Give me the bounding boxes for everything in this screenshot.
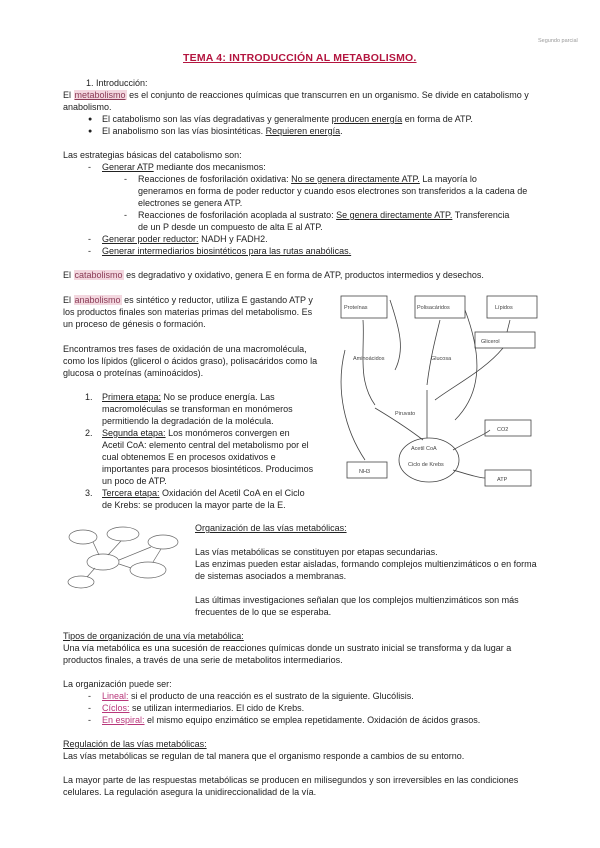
dlabel-glicerol: Glicerol [481,339,500,345]
etapa1-number: 1. [85,392,93,402]
org-heading: Organización de las vías metabólicas: [195,523,347,533]
etapa2-number: 2. [85,428,93,438]
metabolismo-term: metabolismo [74,90,126,100]
bullet-anabolismo: ● El anabolismo son las vías biosintéticas. Requieren energía. [102,126,343,138]
regulacion-p2-l1: La mayor parte de las respuestas metabólicas se producen en milisegundos y son irreversibles en las condiciones [63,775,519,785]
org-p2-l2: de sistemas asociados a membranas. [195,571,347,581]
intro-def-line1: El metabolismo es el conjunto de reacciones químicas que transcurren en un organismo. Se divide en catabolismo y [63,90,529,100]
tipo-ciclos: - Cíclos: se utilizan intermediarios. El cido de Krebs. [102,703,304,715]
anabolismo-l3: un proceso de génesis o formación. [63,319,206,329]
sketch-node-6 [68,576,94,588]
dlabel-lipidos: Lípidos [495,305,513,311]
org-p1: Las vías metabólicas se constituyen por etapas secundarias. [195,547,438,557]
catabolismo-term: catabolismo [74,270,123,280]
dlabel-co2: CO2 [497,427,509,433]
sketch-node-2 [107,527,139,541]
intro-def-line2: anabolismo. [63,102,112,112]
strategy-intermediarios: - Generar intermediarios biosintéticos para las rutas anabólicas. [102,246,351,258]
catabolismo-line: El catabolismo es degradativo y oxidativo, genera E en forma de ATP, productos intermedios y desechos. [63,270,484,280]
dlabel-polisacaridos: Polisacáridos [417,305,450,311]
dlabel-krebs: Ciclo de Krebs [408,462,444,468]
etapa3-number: 3. [85,488,93,498]
page-title: TEMA 4: INTRODUCCIÓN AL METABOLISMO. [183,52,417,64]
tipos-heading: Tipos de organización de una vía metabólica: [63,631,244,641]
sketch-node-3 [148,535,178,549]
sketch-node-4 [87,554,119,570]
sketch-line-2 [455,310,477,420]
mechanism-sustrato: - Reacciones de fosforilación acoplada al sustrato: Se genera directamente ATP. Transferencia [138,210,509,222]
tipos-l1: Una vía metabólica es una sucesión de reacciones químicas donde un sustrato inicial se transforma y da lugar a [63,643,512,653]
dlabel-piruvato: Piruvato [395,411,416,417]
etapa2-l5: un poco de ATP. [102,476,167,486]
phases-l1: Encontramos tres fases de oxidación de una macromolécula, [63,344,307,354]
arrow-aa [363,320,375,405]
strategies-intro: Las estrategias básicas del catabolismo son: [63,150,242,160]
arrow-glu [427,320,440,385]
mechanism-oxidativa-l3: electrones se genera ATP. [138,198,243,208]
regulacion-p2-l2: celulares. La regulación asegura la unidireccionalidad de la vía. [63,787,317,797]
sketch-node-5 [130,562,166,578]
phases-l2: como los lípidos (glicerol o ácidos graso), polisacáridos como la [63,356,318,366]
mechanism-oxidativa: - Reacciones de fosforilación oxidativa: No se genera directamente ATP. La mayoría lo [138,174,477,186]
mechanism-sustrato-l2: de un P desde un compuesto de alta E al ATP. [138,222,323,232]
mechanism-oxidativa-l2: generamos en forma de poder reductor y cuando esos electrones son transferidos a la cadena de [138,186,528,196]
dlabel-glucosa: Glucosa [431,356,452,362]
tipo-espiral: - En espiral: el mismo equipo enzimático se emplea repetidamente. Oxidación de ácidos grasos. [102,715,480,727]
dlabel-nh3: NH3 [359,469,371,475]
sketch-node-1 [69,530,97,544]
arrow-co2 [453,430,490,450]
bullet-catabolismo: ● El catabolismo son las vías degradativas y generalmente producen energía en forma de ATP. [102,114,473,126]
sketch-edges [87,541,161,577]
tipo-lineal: - Lineal: si el producto de una reacción es el sustrato de la siguiente. Glucólisis. [102,691,414,703]
phases-l3: glucosa o proteínas (aminoácidos). [63,368,204,378]
regulacion-l1: Las vías metabólicas se regulan de tal manera que el organismo responde a cambios de su entorno. [63,751,465,761]
network-sketch [63,522,183,592]
etapa3-l2: de Krebs: se producen la mayor parte de la E. [102,500,286,510]
dlabel-aminoacidos: Aminoácidos [353,356,385,362]
arrow-atp [453,470,485,478]
etapa2-l1: Segunda etapa: Los monómeros convergen en [102,428,290,438]
etapa3-l1: Tercera etapa: Oxidación del Acetil CoA en el Ciclo [102,488,305,498]
krebs-cycle-circle [399,438,459,482]
regulacion-heading: Regulación de las vías metabólicas: [63,739,207,749]
org-p2-l1: Las enzimas pueden estar aisladas, formando complejos multienzimáticos o en forma [195,559,537,569]
etapa2-l4: importantes para procesos biosintéticos. Producimos [102,464,314,474]
dlabel-acetil: Acetil CoA [411,446,437,452]
sketch-line-1 [390,300,400,370]
arrow-lip [507,320,510,332]
etapa1-l3: permitiendo la degradación de la molécula. [102,416,274,426]
etapa1-l1: Primera etapa: No se produce energía. Las [102,392,275,402]
diagram-box-atp [485,470,531,486]
strategy-poder-reductor: - Generar poder reductor: NADH y FADH2. [102,234,268,246]
arrow-nh3 [341,350,365,460]
anabolismo-term: anabolismo [74,295,121,305]
intro-heading: 1. Introducción: [86,78,148,88]
etapa1-l2: macromoléculas se transforman en monómeros [102,404,293,414]
etapa2-l2: Acetil CoA: elemento central del metabolismo por el [102,440,309,450]
tipos-intro: La organización puede ser: [63,679,172,689]
org-p3-l1: Las últimas investigaciones señalan que los complejos multienzimáticos son más [195,595,519,605]
anabolismo-l1: El anabolismo es sintético y reductor, utiliza E gastando ATP y [63,295,313,305]
metabolism-diagram [335,290,545,495]
dlabel-proteinas: Proteínas [344,305,368,311]
strategy-atp: - Generar ATP mediante dos mecanismos: [102,162,266,174]
header-corner: Segundo parcial [538,38,578,44]
tipos-l2: productos finales, a través de una serie de metabolitos intermediarios. [63,655,343,665]
etapa2-l3: cual obtenemos E en procesos oxidativos e [102,452,276,462]
dlabel-atp: ATP [497,477,508,483]
org-p3-l2: frecuentes de lo que se esperaba. [195,607,332,617]
anabolismo-l2: los productos finales son materias primas del metabolismo. Es [63,307,313,317]
